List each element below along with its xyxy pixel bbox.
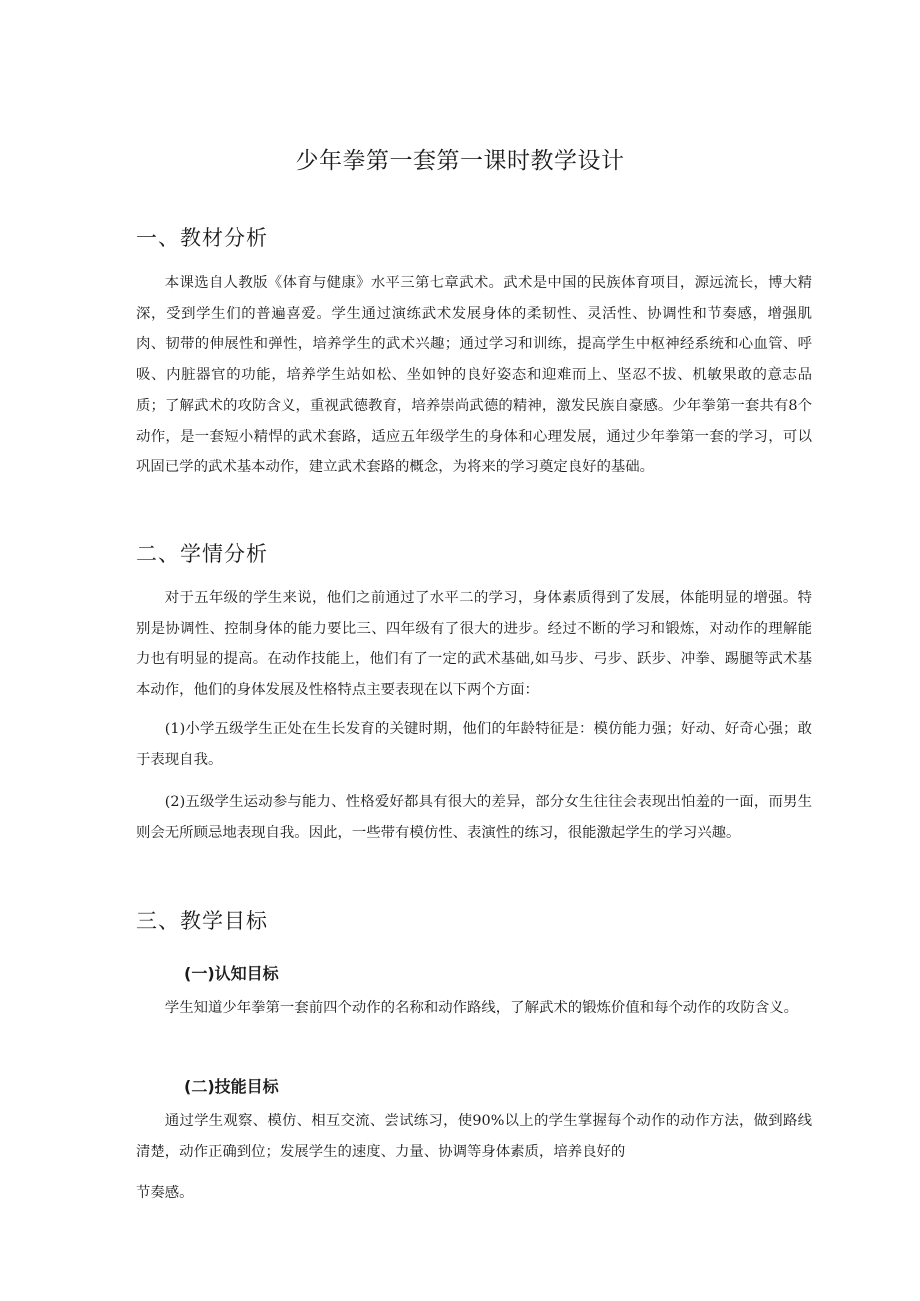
paragraph-cognitive-goal: 学生知道少年拳第一套前四个动作的名称和动作路线，了解武术的锻炼价值和每个动作的攻防含义。	[164, 1000, 798, 1016]
section-heading-student-analysis: 二、学情分析	[136, 542, 268, 566]
paragraph-material-analysis: 本课选自人教版《体育与健康》水平三第七章武术。武术是中国的民族体育项目，源远流长，博大精深，受到学生们的普遍喜爱。学生通过演练武术发展身体的柔韧性、灵活性、协调性和节奏感，增强肌肉、韧带的伸展性和弹性，培养学生的武术兴趣；通过学习和训练，提高学生中枢神经系统和心血管、呼吸、内脏器官的功能，培养学生站如松、坐如钟的良好姿态和迎难而上、坚忍不拔、机敏果敢的意志品质；了解武术的攻防含义，重视武德教育，培养崇尚武德的精神，激发民族自豪感。少年拳第一套共有8个动作，是一套短小精悍的武术套路，适应五年级学生的身体和心理发展，通过少年拳第一套的学习，可以巩固已学的武术基本动作，建立武术套路的概念，为将来的学习奠定良好的基础。	[136, 275, 812, 476]
paragraph-student-trait-1: (1)小学五级学生正处在生长发育的关键时期，他们的年龄特征是：模仿能力强；好动、好奇心强；敢于表现自我。	[136, 721, 812, 768]
paragraph-student-analysis: 对于五年级的学生来说，他们之前通过了水平二的学习，身体素质得到了发展，体能明显的增强。特别是协调性、控制身体的能力要比三、四年级有了很大的进步。经过不断的学习和锻炼，对动作的理解能力也有明显的提高。在动作技能上，他们有了一定的武术基础,如马步、弓步、跃步、冲拳、踢腿等武术基本动作，他们的身体发展及性格特点主要表现在以下两个方面：	[136, 590, 812, 699]
paragraph-student-trait-2: (2)五级学生运动参与能力、性格爱好都具有很大的差异，部分女生往往会表现出怕羞的一面，而男生则会无所顾忌地表现自我。因此，一些带有模仿性、表演性的练习，很能激起学生的学习兴趣。	[136, 794, 812, 841]
section-heading-material-analysis: 一、教材分析	[136, 226, 268, 250]
subsection-heading-cognitive-goal: (一)认知目标	[184, 964, 279, 983]
section-heading-teaching-goals: 三、教学目标	[136, 909, 268, 933]
paragraph-skill-goal: 通过学生观察、模仿、相互交流、尝试练习，使90%以上的学生掌握每个动作的动作方法，做到路线清楚，动作正确到位；发展学生的速度、力量、协调等身体素质，培养良好的	[136, 1113, 812, 1160]
document-title: 少年拳第一套第一课时教学设计	[295, 148, 625, 174]
subsection-heading-skill-goal: (二)技能目标	[184, 1077, 279, 1096]
paragraph-skill-goal-continuation: 节奏感。	[136, 1185, 194, 1201]
